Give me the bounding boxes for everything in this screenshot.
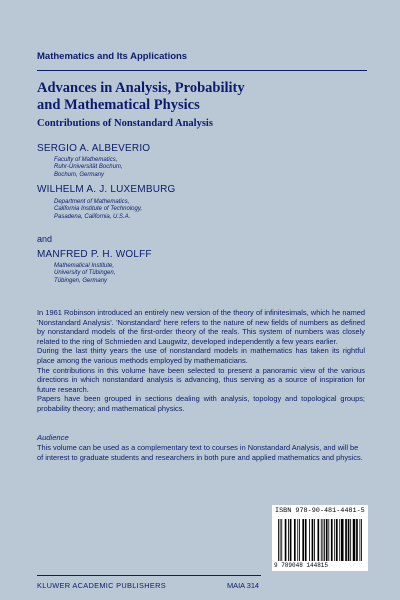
barcode-bar — [326, 519, 328, 561]
author-affiliation-1 — [54, 157, 123, 179]
author-name-1: SERGIO A. ALBEVERIO — [37, 143, 151, 154]
barcode-bar — [336, 519, 338, 561]
barcode-bar — [334, 519, 335, 561]
book-description — [37, 308, 365, 414]
barcode-bar — [305, 519, 307, 561]
bottom-divider — [37, 575, 261, 576]
isbn-barcode — [272, 505, 368, 571]
isbn-text: ISBN 978-90-481-4481-5 — [275, 507, 365, 515]
series-number: MAIA 314 — [227, 581, 260, 590]
description-paragraph: The contributions in this volume have been selected to present a panoramic view of the various directions in which nonstandard analysis is advancing, thus serving as a source of inspiration for future research. — [37, 365, 365, 394]
barcode-bar — [288, 519, 289, 561]
barcode-bar — [350, 519, 351, 561]
barcode-bar — [328, 519, 329, 561]
barcode-bar — [312, 519, 314, 561]
barcode-bar — [285, 519, 287, 561]
barcode-bar — [356, 519, 358, 561]
barcode-bar — [339, 519, 340, 561]
barcode-bars — [278, 519, 362, 561]
barcode-bar — [361, 519, 362, 561]
barcode-bar — [348, 519, 350, 561]
description-paragraph: Papers have been grouped in sections dealing with analysis, topology and topological groups; probability theory; and mathematical physics. — [37, 394, 365, 413]
barcode-bar — [281, 519, 282, 561]
affiliation-line: Department of Mathematics, — [54, 199, 130, 205]
affiliation-line: Faculty of Mathematics, — [54, 157, 118, 163]
barcode-bar — [297, 519, 298, 561]
barcode-bar — [280, 519, 281, 561]
barcode-bar — [341, 519, 344, 561]
barcode-bar — [294, 519, 296, 561]
author-name-2: WILHELM A. J. LUXEMBURG — [37, 184, 176, 195]
barcode-bar — [324, 519, 325, 561]
barcode-bar — [359, 519, 360, 561]
affiliation-line: California Institute of Technology, — [54, 206, 143, 213]
barcode-bar — [302, 519, 304, 561]
barcode-bar — [331, 519, 333, 561]
publisher-name: KLUWER ACADEMIC PUBLISHERS — [37, 581, 166, 590]
barcode-bar — [323, 519, 324, 561]
barcode-bar — [345, 519, 347, 561]
series-name: Mathematics and Its Applications — [37, 51, 188, 62]
affiliation-line: Pasadena, California, U.S.A. — [54, 213, 131, 220]
affiliation-line: Ruhr-Universität Bochum, — [54, 164, 123, 171]
book-subtitle: Contributions of Nonstandard Analysis — [37, 118, 213, 129]
barcode-bar — [314, 519, 315, 561]
barcode-bar — [278, 519, 279, 561]
title-line-1: Advances in Analysis, Probability — [37, 80, 245, 96]
author-affiliation-3 — [54, 263, 115, 285]
audience-heading: Audience — [37, 433, 69, 442]
barcode-bar — [309, 519, 310, 561]
barcode-bar — [290, 519, 292, 561]
barcode-bar — [299, 519, 300, 561]
affiliation-line: Tübingen, Germany — [54, 277, 108, 284]
author-affiliation-2 — [54, 199, 142, 221]
description-paragraph: In 1961 Robinson introduced an entirely new version of the theory of infinitesimals, which he named 'Nonstandard Analysis'. 'Nonstandard' here refers to the nature of new fields of numbers as defined by nonstandard models of the first-order theory of the reals. This system of numbers was closely related to the ring of Schmieden and Laugwitz, developed independently a few years earlier. — [37, 308, 365, 346]
affiliation-line: Bochum, Germany — [54, 171, 105, 178]
barcode-bar — [321, 519, 322, 561]
and-connector: and — [37, 234, 53, 244]
audience-text: This volume can be used as a complementary text to courses in Nonstandard Analysis, and will be of interest to graduate students and researchers in both pure and applied mathematics and physics. — [37, 443, 363, 462]
book-title — [37, 80, 367, 114]
title-line-2: and Mathematical Physics — [37, 97, 200, 113]
barcode-digits: 9 789048 144815 — [274, 562, 329, 569]
description-paragraph: During the last thirty years the use of nonstandard models in mathematics has taken its rightful place among the various methods employed by mathematicians. — [37, 346, 365, 365]
affiliation-line: University of Tübingen, — [54, 270, 116, 277]
barcode-bar — [317, 519, 319, 561]
barcode-bar — [353, 519, 356, 561]
top-divider — [37, 70, 367, 71]
affiliation-line: Mathematical Institute, — [54, 263, 115, 269]
author-name-3: MANFRED P. H. WOLFF — [37, 249, 152, 260]
